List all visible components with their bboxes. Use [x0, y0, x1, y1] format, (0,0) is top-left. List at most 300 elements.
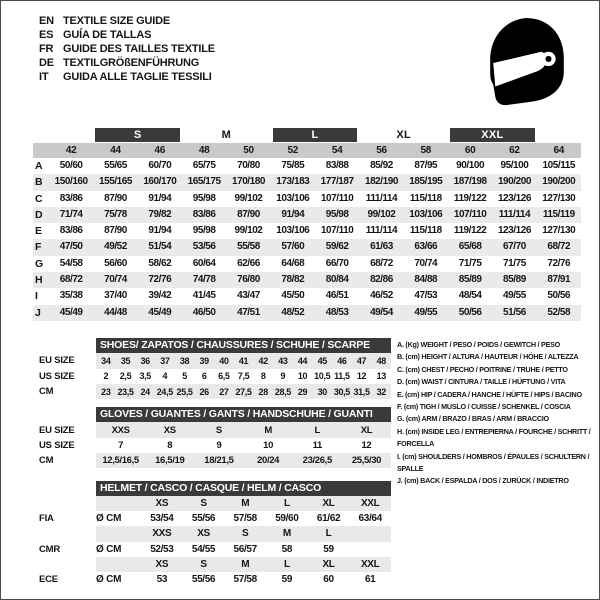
- shoes-cell: 10,5: [314, 371, 331, 382]
- size-cell: 91/94: [148, 192, 172, 204]
- helmet-row: [39, 526, 391, 541]
- language-label: GUIDA ALLE TAGLIE TESSILI: [63, 71, 212, 83]
- gloves-cell: 16,5/19: [155, 455, 185, 467]
- column-label: 62: [509, 145, 520, 156]
- gloves-cell: 20/24: [257, 455, 280, 467]
- gloves-row: [39, 453, 391, 468]
- helmet-cell: 53: [156, 574, 168, 586]
- helmet-cell: XL: [322, 497, 335, 509]
- shoes-row-values: [96, 384, 391, 399]
- language-row: [39, 28, 215, 42]
- shoes-cell: 12: [356, 371, 367, 382]
- shoes-row: [39, 353, 391, 368]
- size-cell: 65/68: [458, 241, 482, 253]
- size-row-e: [33, 223, 581, 239]
- size-cell: 60/64: [192, 257, 216, 269]
- shoes-cell: 30,5: [333, 386, 350, 397]
- helmet-cell: 59/60: [275, 513, 299, 525]
- helmet-icon: [487, 17, 567, 107]
- row-label: A: [35, 160, 43, 172]
- helmet-title-row: [39, 480, 391, 495]
- row-label: J: [35, 306, 41, 319]
- shoes-title-row: [39, 338, 391, 353]
- size-cell: 185/195: [409, 176, 443, 188]
- size-cell: 115/118: [409, 192, 442, 204]
- shoes-cell: 2: [103, 371, 109, 382]
- size-row-j: [33, 305, 581, 321]
- size-cell: 64/68: [281, 257, 305, 269]
- helmet-cell: 61/62: [316, 513, 341, 525]
- size-cell: 45/49: [148, 306, 172, 318]
- helmet-cell: S: [242, 528, 249, 540]
- column-label: 64: [553, 145, 565, 156]
- size-cell: 65/75: [192, 160, 216, 171]
- size-cell: 62/66: [237, 257, 260, 269]
- size-cell: 190/200: [497, 176, 531, 188]
- column-label: 50: [243, 145, 254, 156]
- helmet-cell: M: [241, 497, 250, 509]
- size-cell: 173/183: [276, 176, 310, 188]
- size-cell: 44/48: [104, 306, 127, 318]
- size-cell: 165/175: [187, 176, 221, 188]
- gloves-cell: 12: [361, 439, 372, 451]
- column-label: 44: [110, 145, 121, 156]
- size-cell: 74/78: [192, 274, 216, 286]
- size-group-label: XL: [396, 128, 411, 141]
- helmet-cell: 60: [323, 574, 334, 586]
- size-group-row: [33, 127, 581, 142]
- size-cell: 70/80: [237, 160, 260, 171]
- helmet-cell: 56/57: [233, 543, 257, 555]
- gloves-cell: 7: [118, 439, 124, 451]
- size-cell: 70/74: [104, 274, 127, 286]
- size-cell: 79/82: [148, 208, 172, 220]
- language-label: GUÍA DE TALLAS: [63, 29, 152, 41]
- size-cell: 170/180: [231, 176, 265, 188]
- helmet-row-values: [96, 496, 391, 511]
- shoes-cell: 46: [337, 355, 347, 366]
- size-cell: 41/45: [192, 290, 216, 302]
- size-cell: 155/165: [98, 176, 132, 188]
- shoes-cell: 28: [258, 386, 268, 397]
- language-label: GUIDE DES TAILLES TEXTILE: [63, 43, 215, 55]
- size-cell: 87/95: [414, 160, 438, 171]
- shoes-cell: 39: [199, 355, 209, 366]
- helmet-cell: 52/53: [150, 543, 174, 555]
- row-label: EU SIZE: [39, 424, 75, 436]
- shoes-cell: 37: [160, 355, 170, 366]
- language-code: FR: [39, 43, 54, 55]
- helmet-cell: 58: [281, 543, 293, 555]
- helmet-row-values: [96, 542, 391, 557]
- size-cell: 87/91: [547, 274, 571, 286]
- helmet-row-values: [96, 526, 391, 541]
- size-cell: 127/130: [542, 192, 576, 204]
- gloves-cell: S: [215, 424, 222, 436]
- size-cell: 55/65: [104, 160, 127, 171]
- gloves-cell: 23/26,5: [302, 455, 332, 467]
- size-cell: 107/110: [453, 208, 487, 220]
- gloves-cell: M: [264, 424, 272, 436]
- legend-item: H. (cm) INSIDE LEG / ENTREPIERNA / FOURCHE / SCHRITT / FORCELLA: [397, 426, 591, 449]
- size-cell: 48/52: [281, 306, 305, 318]
- gloves-cell: XL: [360, 424, 373, 436]
- size-column-band: [33, 143, 581, 158]
- size-row-a: [33, 158, 581, 174]
- size-cell: 68/72: [370, 257, 393, 269]
- gloves-cell: XS: [163, 424, 176, 436]
- helmet-row: [39, 542, 391, 557]
- gloves-cell: 12,5/16,5: [102, 455, 139, 467]
- size-cell: 75/85: [281, 160, 305, 171]
- helmet-cell: L: [325, 528, 332, 540]
- size-cell: 85/89: [503, 274, 526, 286]
- size-cell: 67/70: [503, 241, 526, 253]
- size-cell: 111/114: [365, 192, 398, 204]
- size-group-label: XXL: [450, 128, 535, 142]
- size-cell: 177/187: [320, 176, 354, 188]
- size-cell: 35/38: [59, 290, 83, 302]
- helmet-cell: XS: [155, 559, 169, 570]
- row-label: H: [35, 274, 43, 287]
- size-cell: 87/90: [104, 192, 127, 204]
- shoes-cell: 38: [179, 355, 190, 366]
- size-cell: 50/56: [458, 306, 482, 318]
- size-cell: 127/130: [542, 225, 576, 237]
- size-cell: 49/55: [503, 290, 526, 302]
- size-cell: 59/62: [325, 241, 349, 253]
- column-spacer: [49, 127, 93, 142]
- helmet-cell: S: [200, 497, 207, 509]
- size-group-xl: [359, 127, 448, 142]
- size-cell: 83/88: [325, 160, 349, 171]
- column-label: 56: [376, 145, 387, 156]
- size-cell: 43/47: [237, 290, 260, 302]
- gloves-row: [39, 422, 391, 437]
- shoes-cell: 3,5: [139, 371, 151, 382]
- size-cell: 50/56: [547, 290, 571, 302]
- size-group-m: [182, 127, 271, 142]
- shoes-title: SHOES/ ZAPATOS / CHAUSSURES / SCHUHE / SCARPE: [96, 338, 391, 353]
- helmet-cell: 59: [323, 543, 334, 555]
- shoes-cell: 23,5: [117, 386, 134, 397]
- size-cell: 190/200: [542, 176, 576, 188]
- row-label: D: [35, 208, 43, 221]
- size-row-h: [33, 272, 581, 288]
- size-cell: 182/190: [364, 176, 398, 188]
- row-label: ECE: [39, 574, 58, 586]
- helmet-cell: XXS: [152, 528, 172, 540]
- size-cell: 47/51: [237, 306, 260, 318]
- size-cell: 187/198: [453, 176, 487, 188]
- gloves-cell: 8: [167, 439, 173, 451]
- size-cell: 53/56: [192, 241, 216, 253]
- size-group-s: [93, 127, 182, 142]
- size-cell: 85/92: [370, 160, 393, 171]
- row-label: EU SIZE: [39, 355, 75, 367]
- size-cell: 119/122: [453, 225, 487, 237]
- size-cell: 99/102: [234, 225, 263, 237]
- size-cell: 71/74: [59, 208, 83, 220]
- helmet-cell: 61: [364, 574, 376, 586]
- size-cell: 37/40: [104, 290, 127, 302]
- helmet-cell: L: [283, 559, 290, 570]
- size-cell: 160/170: [143, 176, 177, 188]
- helmet-cell: M: [241, 559, 250, 570]
- gloves-cell: 25,5/30: [351, 455, 382, 467]
- gloves-cell: 9: [216, 439, 222, 451]
- size-cell: 49/54: [370, 306, 393, 318]
- size-cell: 51/56: [503, 306, 526, 318]
- gloves-cell: XXS: [111, 424, 130, 436]
- helmet-cell: 57/58: [233, 513, 257, 525]
- size-cell: 63/66: [414, 241, 438, 253]
- row-label: F: [35, 241, 42, 254]
- column-label: 48: [198, 145, 210, 156]
- shoes-cell: 27: [219, 386, 229, 397]
- size-cell: 150/160: [54, 176, 88, 188]
- language-label: TEXTILGRÖßENFÜHRUNG: [63, 57, 200, 69]
- language-code: DE: [39, 57, 54, 69]
- legend-item: D. (cm) WAIST / CINTURA / TAILLE / HÜFTUNG / VITA: [397, 377, 566, 387]
- size-cell: 107/110: [320, 192, 354, 204]
- size-group-xxl: [448, 127, 537, 142]
- shoes-cell: 36: [140, 355, 150, 366]
- size-cell: 72/76: [148, 274, 172, 286]
- size-cell: 45/50: [281, 290, 305, 302]
- size-cell: 123/126: [497, 192, 531, 204]
- row-label: E: [35, 225, 43, 238]
- size-cell: 95/98: [325, 208, 349, 220]
- helmet-row-values: [96, 557, 391, 572]
- size-cell: 58/62: [148, 257, 172, 269]
- helmet-cell: M: [282, 528, 291, 540]
- shoes-cell: 5: [182, 371, 187, 382]
- size-cell: 68/72: [547, 241, 571, 253]
- column-label: 58: [420, 145, 432, 156]
- size-row-g: [33, 256, 581, 272]
- shoes-cell: 2,5: [119, 371, 132, 382]
- size-cell: 111/114: [498, 208, 531, 220]
- gloves-row-values: [96, 438, 391, 453]
- shoes-cell: 41: [238, 355, 249, 366]
- helmet-cell: 57/58: [233, 574, 257, 586]
- shoes-cell: 43: [278, 355, 288, 366]
- language-row: [39, 42, 215, 56]
- helmet-title: HELMET / CASCO / CASQUE / HELM / CASCO: [96, 481, 391, 496]
- helmet-cell: 55/56: [191, 574, 216, 586]
- shoes-cell: 45: [317, 355, 327, 366]
- legend-item: B. (cm) HEIGHT / ALTURA / HAUTEUR / HÖHE / ALTEZZA: [397, 352, 579, 362]
- size-cell: 50/60: [59, 160, 83, 171]
- size-cell: 107/110: [320, 225, 354, 237]
- size-cell: 49/55: [414, 306, 438, 318]
- shoes-cell: 32: [376, 386, 386, 397]
- size-cell: 105/115: [542, 160, 575, 171]
- shoes-cell: 44: [297, 355, 308, 366]
- language-list: [39, 14, 215, 84]
- size-cell: 68/72: [59, 274, 83, 286]
- size-group-label: S: [95, 128, 180, 142]
- size-cell: 87/90: [104, 225, 127, 237]
- measurement-legend: [397, 339, 597, 488]
- row-label: G: [35, 257, 44, 270]
- size-cell: 115/119: [542, 208, 575, 220]
- legend-item: E. (cm) HIP / CADERA / HANCHE / HÜFTE / HIPS / BACINO: [397, 389, 582, 399]
- shoes-row: [39, 369, 391, 384]
- unit-label: Ø CM: [96, 574, 122, 586]
- row-label: CM: [39, 386, 54, 398]
- size-cell: 90/100: [456, 160, 485, 171]
- row-label: C: [35, 192, 43, 205]
- shoes-cell: 31,5: [353, 386, 370, 397]
- size-cell: 45/49: [59, 306, 83, 318]
- gloves-row-values: [96, 422, 391, 437]
- row-label: FIA: [39, 513, 54, 525]
- helmet-row: [39, 572, 391, 587]
- column-spacer: [537, 127, 581, 142]
- shoes-cell: 35: [120, 355, 131, 366]
- shoes-cell: 48: [376, 355, 386, 366]
- size-cell: 99/102: [367, 208, 396, 220]
- size-cell: 83/86: [192, 208, 216, 220]
- size-cell: 57/60: [281, 241, 305, 253]
- size-cell: 95/98: [192, 225, 216, 237]
- size-cell: 80/84: [325, 274, 349, 286]
- size-row-d: [33, 207, 581, 223]
- size-group-label: M: [221, 128, 232, 141]
- shoes-cell: 6,5: [218, 371, 230, 382]
- shoes-cell: 8: [260, 371, 266, 382]
- shoes-cell: 11,5: [334, 371, 350, 382]
- size-row-c: [33, 191, 581, 207]
- size-cell: 103/106: [276, 192, 310, 204]
- language-code: IT: [39, 71, 49, 83]
- legend-item: J. (cm) BACK / ESPALDA / DOS / ZURÜCK / INDIETRO: [397, 476, 569, 486]
- helmet-cell: XXL: [360, 497, 380, 509]
- gloves-title: GLOVES / GUANTES / GANTS / HANDSCHUHE / GUANTI: [96, 407, 391, 422]
- size-cell: 71/75: [458, 257, 482, 269]
- shoes-cell: 25,5: [176, 386, 193, 397]
- size-group-l: [271, 127, 360, 142]
- row-label: I: [35, 290, 38, 303]
- size-cell: 39/42: [148, 290, 172, 302]
- size-table-body: [33, 158, 581, 321]
- size-cell: 85/89: [458, 274, 482, 286]
- shoes-cell: 24: [140, 386, 150, 397]
- shoes-cell: 26: [199, 386, 209, 397]
- column-label: 52: [287, 145, 299, 156]
- size-cell: 47/50: [59, 241, 83, 253]
- size-cell: 66/70: [325, 257, 349, 269]
- row-label: US SIZE: [39, 439, 75, 451]
- size-cell: 123/126: [497, 225, 531, 237]
- shoes-cell: 28,5: [274, 386, 291, 397]
- shoes-cell: 29: [297, 386, 308, 397]
- shoes-cell: 30: [317, 386, 327, 397]
- column-label: 60: [464, 145, 476, 156]
- helmet-row-values: [96, 572, 391, 587]
- column-label: 42: [65, 145, 77, 156]
- language-row: [39, 14, 215, 28]
- helmet-cell: 55/56: [191, 513, 216, 525]
- helmet-icon-svg: [487, 17, 567, 107]
- helmet-row: [39, 511, 391, 526]
- legend-item: C. (cm) CHEST / PECHO / POITRINE / TRUHE / PETTO: [397, 364, 568, 374]
- size-cell: 111/114: [365, 225, 398, 237]
- shoes-row-values: [96, 369, 391, 384]
- language-code: EN: [39, 15, 54, 27]
- column-label: 46: [154, 145, 166, 156]
- helmet-row-values: [96, 511, 391, 526]
- shoes-cell: 27,5: [235, 386, 252, 397]
- size-cell: 60/70: [148, 160, 172, 171]
- gloves-table: [39, 407, 391, 468]
- gloves-cell: 18/21,5: [204, 455, 234, 467]
- corner-spacer: [33, 143, 49, 158]
- helmet-cell: XS: [197, 528, 210, 540]
- shoes-cell: 40: [219, 355, 229, 366]
- row-label: B: [35, 176, 43, 189]
- language-label: TEXTILE SIZE GUIDE: [63, 15, 171, 27]
- size-cell: 87/90: [237, 208, 260, 220]
- unit-label: Ø CM: [96, 543, 122, 555]
- helmet-row: [39, 496, 391, 511]
- shoes-row-values: [96, 353, 391, 368]
- size-cell: 78/82: [281, 274, 305, 286]
- language-row: [39, 70, 215, 84]
- gloves-row: [39, 438, 391, 453]
- size-cell: 115/118: [409, 225, 442, 237]
- size-cell: 95/100: [500, 160, 529, 171]
- size-cell: 49/52: [104, 241, 127, 253]
- column-label: 54: [331, 145, 343, 156]
- shoes-cell: 9: [280, 371, 286, 382]
- size-cell: 75/78: [104, 208, 127, 220]
- helmet-table: [39, 480, 391, 587]
- gloves-row-values: [96, 453, 391, 468]
- size-cell: 119/122: [453, 192, 487, 204]
- size-cell: 48/53: [325, 306, 349, 318]
- legend-item: I. (cm) SHOULDERS / HOMBROS / ÉPAULES / SCHULTERN / SPALLE: [397, 451, 590, 474]
- shoes-cell: 24,5: [156, 386, 173, 397]
- helmet-cell: XS: [155, 497, 169, 509]
- size-table: [33, 127, 581, 321]
- gloves-cell: 11: [312, 439, 322, 451]
- size-cell: 51/54: [148, 241, 172, 253]
- shoes-cell: 13: [376, 371, 386, 382]
- shoes-cell: 4: [162, 371, 168, 382]
- size-cell: 47/53: [414, 290, 438, 302]
- legend-item: A. (Kg) WEIGHT / PESO / POIDS / GEWITCH / PESO: [397, 340, 561, 349]
- size-cell: 61/63: [370, 241, 393, 253]
- size-cell: 99/102: [234, 192, 263, 204]
- shoes-cell: 47: [356, 355, 367, 366]
- size-cell: 56/60: [104, 257, 127, 269]
- size-cell: 70/74: [414, 257, 438, 269]
- helmet-cell: S: [200, 559, 207, 570]
- size-row-i: [33, 288, 581, 304]
- size-cell: 84/88: [414, 274, 438, 286]
- gloves-cell: 10: [263, 439, 274, 451]
- row-label: US SIZE: [39, 370, 75, 382]
- helmet-cell: 53/54: [150, 513, 174, 525]
- legend-item: F. (cm) TIGH / MUSLO / CUISSE / SCHENKEL / COSCIA: [397, 402, 571, 412]
- shoes-cell: 10: [297, 371, 308, 382]
- shoes-cell: 42: [258, 355, 268, 366]
- unit-label: Ø CM: [96, 513, 122, 525]
- size-group-label: L: [273, 128, 358, 142]
